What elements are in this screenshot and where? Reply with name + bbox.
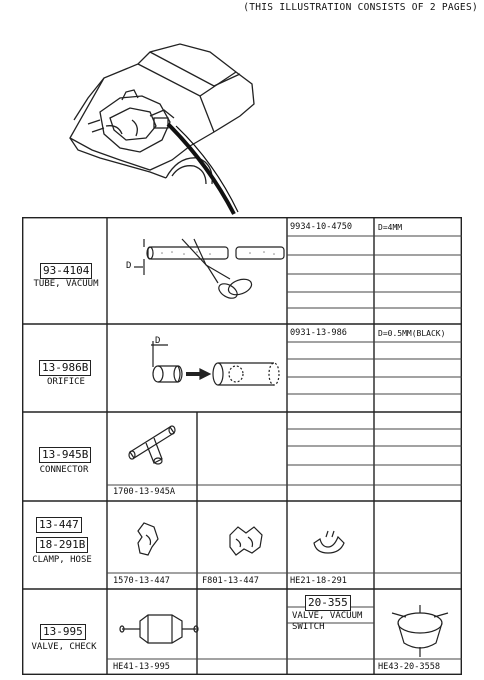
part-code: 1570-13-447 bbox=[113, 576, 170, 586]
dimension-label: D bbox=[155, 336, 161, 346]
check-valve-illustration bbox=[120, 615, 198, 643]
part-code: HE21-18-291 bbox=[290, 576, 347, 586]
part-number-badge: 93-4104 bbox=[40, 263, 92, 279]
part-code: 1700-13-945A bbox=[113, 487, 176, 497]
sub-part-name: VALVE, VACUUM bbox=[292, 611, 363, 621]
orifice-illustration bbox=[151, 341, 279, 385]
dimension-label: D bbox=[126, 261, 132, 271]
spec-value: D=4MM bbox=[378, 223, 403, 232]
spec-code: 0931-13-986 bbox=[290, 328, 347, 338]
tube-vacuum-illustration bbox=[134, 239, 284, 301]
spec-value: D=0.5MM(BLACK) bbox=[378, 329, 446, 338]
parts-table bbox=[22, 217, 462, 675]
part-name: VALVE, CHECK bbox=[31, 642, 97, 652]
part-name: ORIFICE bbox=[47, 377, 85, 387]
part-number-badge: 13-945B bbox=[39, 447, 91, 463]
part-number-badge: 13-447 bbox=[36, 517, 82, 533]
part-number-badge-2: 18-291B bbox=[36, 537, 88, 553]
page-note: (THIS ILLUSTRATION CONSISTS OF 2 PAGES) bbox=[243, 2, 478, 13]
part-code: HE43-20-3558 bbox=[378, 662, 441, 672]
part-number-badge: 13-995 bbox=[40, 624, 86, 640]
part-code: F801-13-447 bbox=[202, 576, 259, 586]
spec-code: 9934-10-4750 bbox=[290, 222, 353, 232]
vacuum-switch-illustration bbox=[392, 605, 448, 657]
clamp-illustrations bbox=[138, 523, 344, 555]
sub-part-name-2: SWITCH bbox=[292, 622, 325, 632]
car-engine-bay-illustration bbox=[0, 0, 484, 217]
sub-part-number-badge: 20-355 bbox=[305, 595, 351, 611]
connector-illustration bbox=[129, 426, 175, 464]
part-name: CLAMP, HOSE bbox=[32, 555, 92, 565]
part-name: TUBE, VACUUM bbox=[33, 279, 99, 289]
part-name: CONNECTOR bbox=[39, 465, 89, 475]
part-number-badge: 13-986B bbox=[39, 360, 91, 376]
part-code: HE41-13-995 bbox=[113, 662, 170, 672]
